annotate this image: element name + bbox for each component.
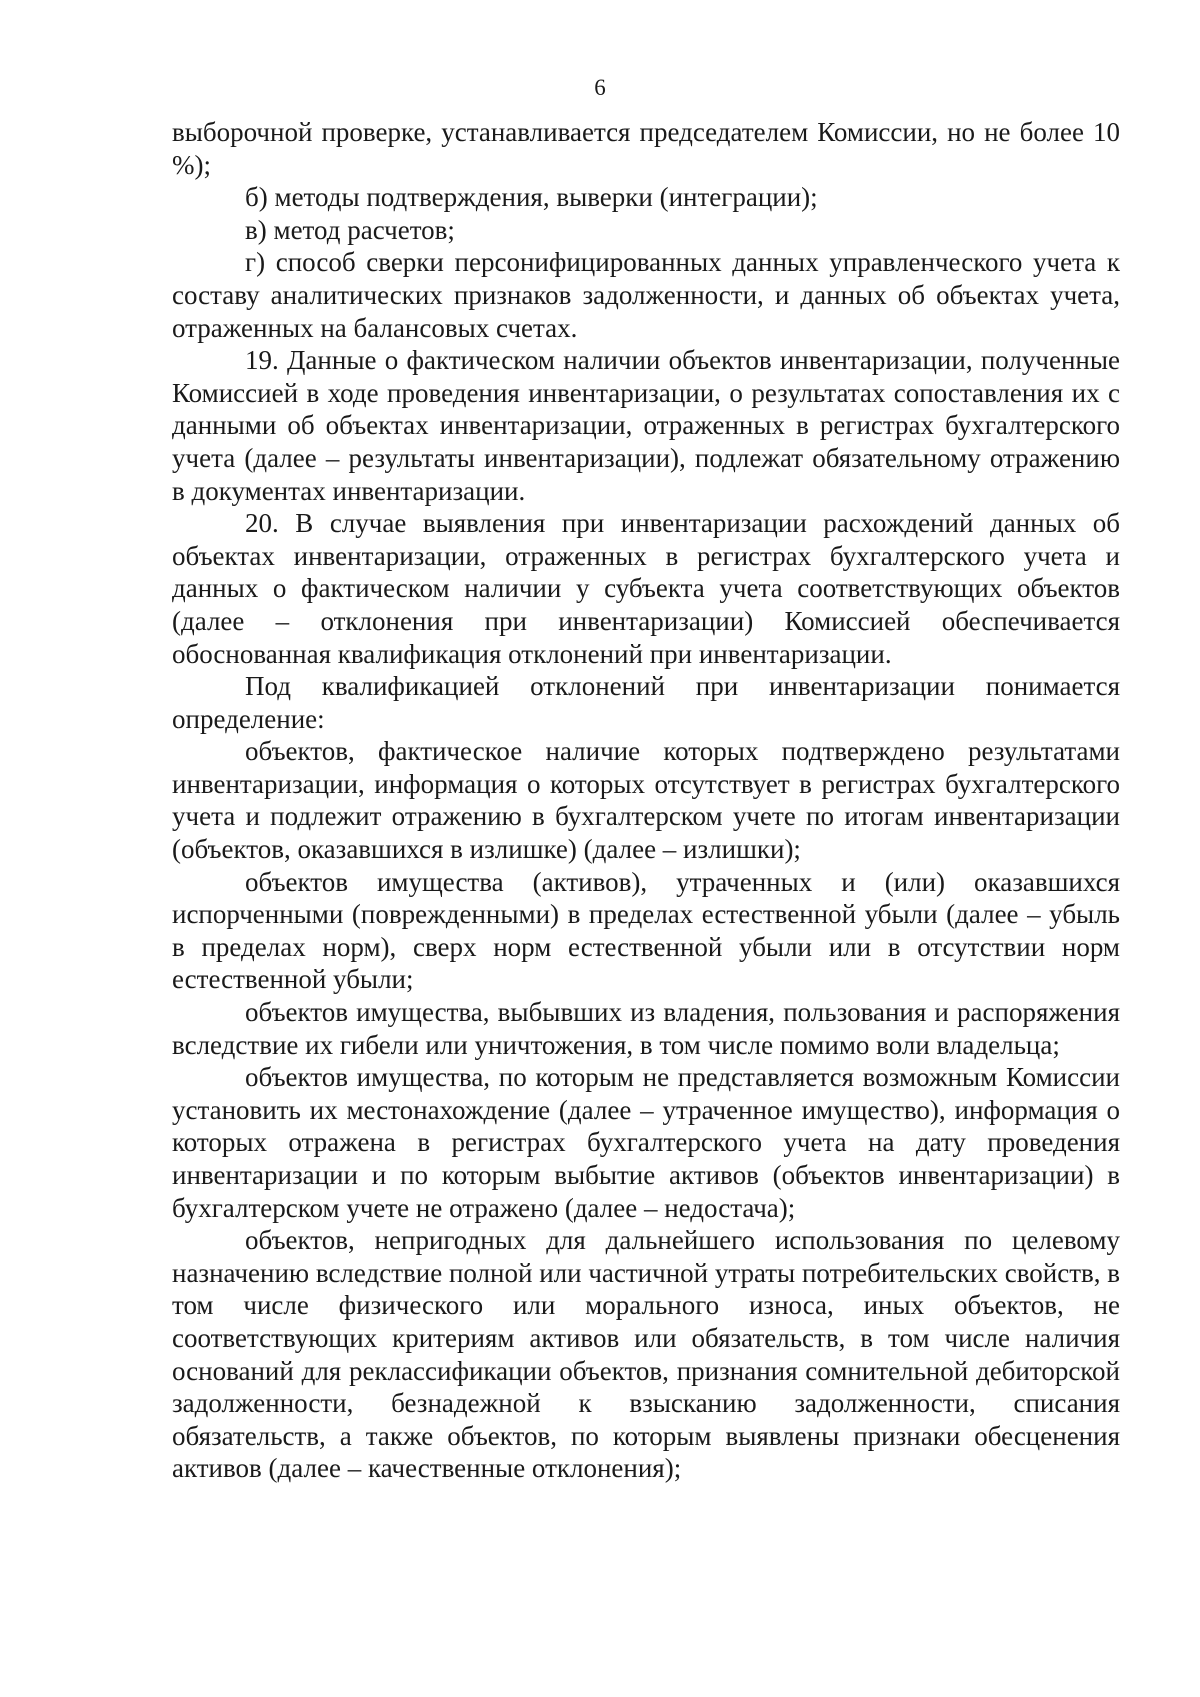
paragraph-destroyed-property: объектов имущества, выбывших из владения, пользования и распоряжения вследствие их гибели или уничтожения, в том числе помимо воли владельца; <box>172 997 1120 1060</box>
paragraph-20: 20. В случае выявления при инвентаризации расхождений данных об объектах инвентаризации, отраженных в регистрах бухгалтерского учета и данных о фактическом наличии у субъекта учета соответствующих объектов (далее – отклонения при инвентаризации) Комиссией обеспечивается обоснованная квалификация отклонений при инвентаризации. <box>172 508 1120 669</box>
paragraph-item-b: б) методы подтверждения, выверки (интеграции); <box>245 182 818 213</box>
paragraph-shortage: объектов имущества, по которым не представляется возможным Комиссии установить их местонахождение (далее – утраченное имущество), информация о которых отражена в регистрах бухгалтерского учета на дату проведения инвентаризации и по которым выбытие активов (объектов инвентаризации) в бухгалтерском учете не отражено (далее – недостача); <box>172 1062 1120 1223</box>
paragraph-item-v: в) метод расчетов; <box>245 214 455 245</box>
paragraph-item-g: г) способ сверки персонифицированных данных управленческого учета к составу аналитических признаков задолженности, и данных об объектах учета, отраженных на балансовых счетах. <box>172 247 1120 343</box>
paragraph-selection-continued: выборочной проверке, устанавливается председателем Комиссии, но не более 10 %); <box>172 117 1120 180</box>
page-number: 6 <box>594 75 606 100</box>
paragraph-19: 19. Данные о фактическом наличии объектов инвентаризации, полученные Комиссией в ходе проведения инвентаризации, о результатах сопоставления их с данными об объектах инвентаризации, отраженных в регистрах бухгалтерского учета (далее – результаты инвентаризации), подлежат обязательному отражению в документах инвентаризации. <box>172 345 1120 506</box>
paragraph-qualitative-deviations: объектов, непригодных для дальнейшего использования по целевому назначению вследствие полной или частичной утраты потребительских свойств, в том числе физического или морального износа, иных объектов, не соответствующих критериям активов или обязательств, в том числе наличия оснований для реклассификации объектов, признания сомнительной дебиторской задолженности, безнадежной к взысканию задолженности, списания обязательств, а также объектов, по которым выявлены признаки обесценения активов (далее – качественные отклонения); <box>172 1225 1120 1484</box>
paragraph-surplus: объектов, фактическое наличие которых подтверждено результатами инвентаризации, информация о которых отсутствует в регистрах бухгалтерского учета и подлежит отражению в бухгалтерском учете по итогам инвентаризации (объектов, оказавшихся в излишке) (далее – излишки); <box>172 736 1120 865</box>
paragraph-natural-loss: объектов имущества (активов), утраченных и (или) оказавшихся испорченными (поврежденными) в пределах естественной убыли (далее – убыль в пределах норм), сверх норм естественной убыли или в отсутствии норм естественной убыли; <box>172 866 1120 995</box>
paragraph-qualification-definition: Под квалификацией отклонений при инвентаризации понимается определение: <box>172 671 1120 734</box>
document-body <box>172 116 1120 1485</box>
